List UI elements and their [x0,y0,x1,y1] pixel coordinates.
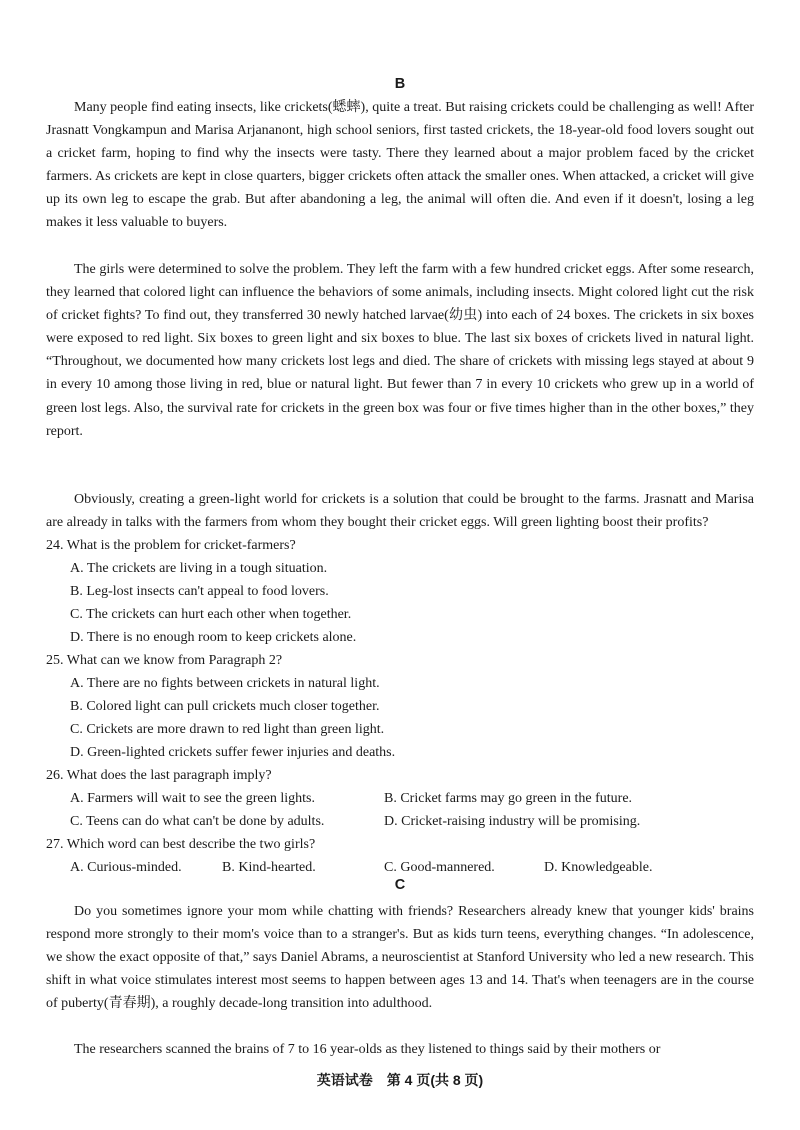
question-27-option-a[interactable]: A. Curious-minded. [70,860,182,875]
question-27-stem: 27. Which word can best describe the two girls? [46,837,316,852]
question-25-option-c[interactable]: C. Crickets are more drawn to red light than green light. [70,722,385,737]
question-26-option-b[interactable]: B. Cricket farms may go green in the future. [384,791,633,806]
question-24-stem: 24. What is the problem for cricket-farmers? [46,538,296,553]
question-24-option-b[interactable]: B. Leg-lost insects can't appeal to food lovers. [70,584,329,599]
question-27-option-d[interactable]: D. Knowledgeable. [544,860,653,875]
question-26-option-a[interactable]: A. Farmers will wait to see the green lights. [70,791,315,806]
question-27-option-c[interactable]: C. Good-mannered. [384,860,495,875]
question-26-option-d[interactable]: D. Cricket-raising industry will be promising. [384,814,641,829]
question-27-option-b[interactable]: B. Kind-hearted. [222,860,316,875]
passage-b-paragraph-1: Many people find eating insects, like crickets(蟋蟀), quite a treat. But raising crickets could be challenging as well! After Jrasnatt Vongkampun and Marisa Arjananont, high school seniors, first tasted crickets, the 18-year-old food lovers sought out a cricket farm, hoping to find why the insects were tasty. There they learned about a major problem faced by the cricket farmers. As crickets are kept in close quarters, bigger crickets often attack the smaller ones. When attacked, a cricket will give up its own leg to escape the grab. But after abandoning a leg, the animal will often die. And even if it doesn't, losing a leg makes it less valuable to buyers. [46,100,754,231]
passage-c-title: C [394,877,406,893]
question-24-option-a[interactable]: A. The crickets are living in a tough situation. [70,561,328,576]
question-25-stem: 25. What can we know from Paragraph 2? [46,653,283,668]
passage-c-paragraph-1: Do you sometimes ignore your mom while chatting with friends? Researchers already knew that younger kids' brains respond more strongly to their mom's voice than to a stranger's. But as kids turn teens, everything changes. “In adolescence, we show the exact opposite of that,” says Daniel Abrams, a neuroscientist at Stanford University who led a new research. This shift in what voice stimulates interest most seems to happen between ages 13 and 14. That's when teenagers are in the course of puberty(青春期), a roughly decade-long transition into adulthood. [46,904,754,1012]
passage-b-paragraph-3: Obviously, creating a green-light world for crickets is a solution that could be brought to the farms. Jrasnatt and Marisa are already in talks with the farmers from whom they bought their cricket eggs. Will green lighting boost their profits? [46,492,754,531]
question-24-option-d[interactable]: D. There is no enough room to keep crickets alone. [70,630,357,645]
question-26-stem: 26. What does the last paragraph imply? [46,768,272,783]
page-footer: 英语试卷 第 4 页(共 8 页) [316,1072,484,1088]
passage-c-paragraph-2: The researchers scanned the brains of 7 to 16 year-olds as they listened to things said by their mothers or [74,1042,661,1057]
question-25-option-d[interactable]: D. Green-lighted crickets suffer fewer injuries and deaths. [70,745,396,760]
question-26-option-c[interactable]: C. Teens can do what can't be done by adults. [70,814,325,829]
passage-b-paragraph-2: The girls were determined to solve the problem. They left the farm with a few hundred cricket eggs. After some research, they learned that colored light can influence the behaviors of some animals, including insects. Might colored light cut the risk of cricket fights? To find out, they transferred 30 newly hatched larvae(幼虫) into each of 24 boxes. The crickets in six boxes were exposed to red light. Six boxes to green light and six boxes to blue. The last six boxes of crickets lived in natural light. “Throughout, we documented how many crickets lost legs and died. The share of crickets with missing legs stayed at about 9 in every 10 among those living in red, blue or natural light. But fewer than 7 in every 10 crickets who grew up in a world of green lost legs. Also, the survival rate for crickets in the green box was four or five times higher than in the other boxes,” they report. [46,262,754,439]
question-25-option-a[interactable]: A. There are no fights between crickets in natural light. [70,676,380,691]
question-25-option-b[interactable]: B. Colored light can pull crickets much closer together. [70,699,380,714]
passage-b-title: B [394,76,406,92]
question-24-option-c[interactable]: C. The crickets can hurt each other when together. [70,607,352,622]
